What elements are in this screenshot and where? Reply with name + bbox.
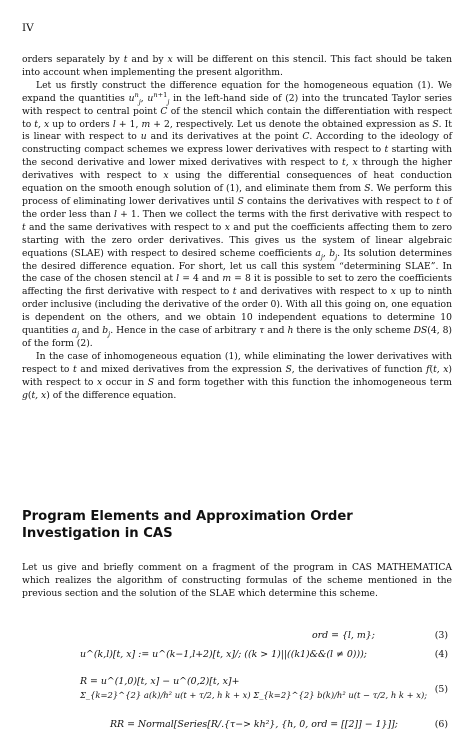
- equation-3-number: (3): [434, 630, 448, 641]
- section-title: Program Elements and Approximation Order Investigation in CAS: [22, 509, 353, 541]
- paragraph-section: Let us give and briefly comment on a fragment of the program in CAS MATHEMATICA which realizes the algorithm of constructing formulas of the scheme mentioned in the previous section and the solution of the SLAE which determine this scheme.: [22, 562, 452, 599]
- paragraph-1: orders separately by t and by x will be different on this stencil. This fact should be taken into account when implementing the present algorithm.: [22, 54, 452, 78]
- equation-5-line1: R = u^(1,0)[t, x] − u^(0,2)[t, x]+: [80, 676, 240, 687]
- equation-5-line2: Σ_{k=2}^{2} a(k)/h² u(t + τ/2, h k + x) Σ_{k=2}^{2} b(k)/h² u(t − τ/2, h k + x);: [80, 690, 428, 700]
- equation-3-body: ord = {l, m};: [312, 630, 375, 641]
- page-number: IV: [22, 22, 34, 34]
- paragraph-3: In the case of inhomogeneous equation (1), while eliminating the lower derivatives with respect to t and mixed derivatives from the expression S, the derivatives of function f(t, x) with respect to x occur in S and form together with this function the inhomogeneous term g(t, x) of the difference equation.: [22, 350, 453, 401]
- equation-4-number: (4): [434, 649, 448, 660]
- equation-4-body: u^(k,l)[t, x] := u^(k−1,l+2)[t, x]/; ((k > 1)||((k1)&&(l ≠ 0)));: [80, 649, 367, 660]
- body-text-top: [22, 54, 452, 402]
- equation-5-number: (5): [434, 684, 448, 695]
- paragraph-2: Let us firstly construct the difference equation for the homogeneous equation (1). We expand the quantities $u^n_j$, $u^{n+1}_j$ in the left-hand side of (2) into the truncated Taylor series with respect to central point C of the stencil which contain the differentiation with respect to t, x up to orders l + 1, m + 2, respectively. Let us denote the obtained expression as S. It is linear with respect to u and its derivatives at the point C. According to the ideology of constructing compact schemes we express lower derivatives with respect to t starting with the second derivative and lower mixed derivatives with respect to t, x through the higher derivatives with respect to x using the differential consequences of heat conduction equation on the smooth enough solution of (1), and eliminate them from S. We perform this process of eliminating lower derivatives until S contains the derivatives with respect to t of the order less than l + 1. Then we collect the terms with the first derivative with respect to t and the same derivatives with respect to x and put the coefficients affecting them to zero starting with the zero order derivatives. This gives us the system of linear algebraic equations (SLAE) with respect to desired scheme coefficients $a_j$, $b_j$. Its solution determines the desired difference equation. For short, let us call this system “determining SLAE”. In the case of the chosen stencil at l = 4 and m = 8 it is possible to set to zero the coefficients affecting the first derivative with respect to t and derivatives with respect to x up to ninth order inclusive (including the derivative of the order 0). With all this going on, one equation is dependent on the others, and we obtain 10 independent equations to determine 10 quantities $a_j$ and $b_j$. Hence in the case of arbitrary τ and h there is the only scheme DS(4, 8) of the form (2).: [22, 79, 453, 349]
- equation-6-body: RR = Normal[Series[R/.{τ−> kh²}, {h, 0, ord = [[2]] − 1}]];: [110, 719, 398, 730]
- equation-6-number: (6): [434, 719, 448, 730]
